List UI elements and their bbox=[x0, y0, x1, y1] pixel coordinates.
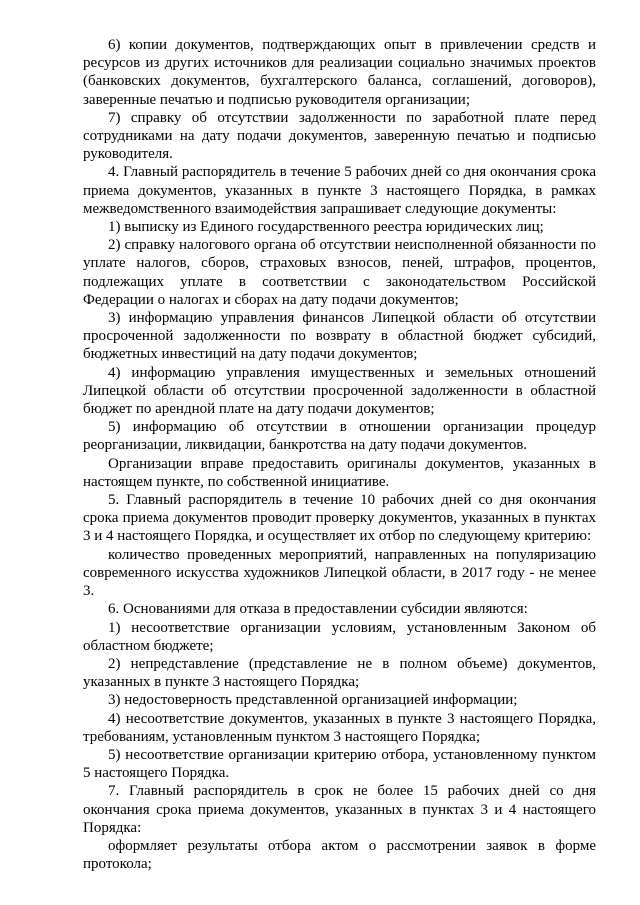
paragraph-section-6-item-5: 5) несоответствие организации критерию отбора, установленному пунктом 5 настоящего Порядка. bbox=[83, 746, 596, 782]
paragraph-section-4-item-4: 4) информацию управления имущественных и земельных отношений Липецкой области об отсутствии просроченной задолженности в областной бюджет по арендной плате на дату подачи документов; bbox=[83, 364, 596, 418]
paragraph-section-4-note: Организации вправе предоставить оригиналы документов, указанных в настоящем пункте, по собственной инициативе. bbox=[83, 455, 596, 490]
paragraph-item-7-salary-certificate: 7) справку об отсутствии задолженности по заработной плате перед сотрудниками на дату подачи документов, заверенную печатью и подписью руководителя. bbox=[83, 109, 596, 163]
paragraph-section-6-item-3: 3) недостоверность представленной организацией информации; bbox=[108, 692, 518, 709]
paragraph-section-4-item-5: 5) информацию об отсутствии в отношении организации процедур реорганизации, ликвидации, банкротства на дату подачи документов. bbox=[83, 419, 596, 454]
paragraph-section-7: 7. Главный распорядитель в срок не более 15 рабочих дней со дня окончания срока приема документов, указанных в пунктах 3 и 4 настоящего Порядка: bbox=[83, 783, 596, 836]
paragraph-section-6-item-4: 4) несоответствие документов, указанных в пункте 3 настоящего Порядка, требованиям, установленным пунктом 3 настоящего Порядка; bbox=[83, 710, 596, 745]
paragraph-section-6: 6. Основаниями для отказа в предоставлении субсидии являются: bbox=[108, 601, 528, 618]
paragraph-section-4-item-2: 2) справку налогового органа об отсутствии неисполненной обязанности по уплате налогов, сборов, страховых взносов, пеней, штрафов, процентов, подлежащих уплате в соответствии с законодательством Российской Федерации о налогах и сборах на дату подачи документов; bbox=[83, 237, 596, 308]
paragraph-section-6-item-1: 1) несоответствие организации условиям, установленным Законом об областном бюджете; bbox=[83, 619, 596, 654]
paragraph-section-4: 4. Главный распорядитель в течение 5 рабочих дней со дня окончания срока приема документов, указанных в пункте 3 настоящего Порядка, в рамках межведомственного взаимодействия запрашивает следующие документы: bbox=[83, 164, 596, 217]
paragraph-section-5: 5. Главный распорядитель в течение 10 рабочих дней со дня окончания срока приема документов проводит проверку документов, указанных в пунктах 3 и 4 настоящего Порядка, и осуществляет их отбор по следующему критерию: bbox=[83, 492, 596, 545]
paragraph-section-4-item-3: 3) информацию управления финансов Липецкой области об отсутствии просроченной задолженности по возврату в областной бюджет субсидий, бюджетных инвестиций на дату подачи документов; bbox=[83, 310, 596, 363]
document-page bbox=[83, 36, 596, 873]
paragraph-item-6-copies: 6) копии документов, подтверждающих опыт в привлечении средств и ресурсов из других источников для реализации социально значимых проектов (банковских документов, бухгалтерского баланса, соглашений, договоров), заверенные печатью и подписью руководителя организации; bbox=[83, 37, 596, 108]
paragraph-section-4-item-1: 1) выписку из Единого государственного реестра юридических лиц; bbox=[108, 219, 544, 236]
paragraph-section-7-item: оформляет результаты отбора актом о рассмотрении заявок в форме протокола; bbox=[83, 837, 596, 873]
paragraph-section-6-item-2: 2) непредставление (представление не в полном объеме) документов, указанных в пункте 3 настоящего Порядка; bbox=[83, 655, 596, 691]
paragraph-section-5-criterion: количество проведенных мероприятий, направленных на популяризацию современного искусства художников Липецкой области, в 2017 году - не менее 3. bbox=[83, 546, 596, 600]
